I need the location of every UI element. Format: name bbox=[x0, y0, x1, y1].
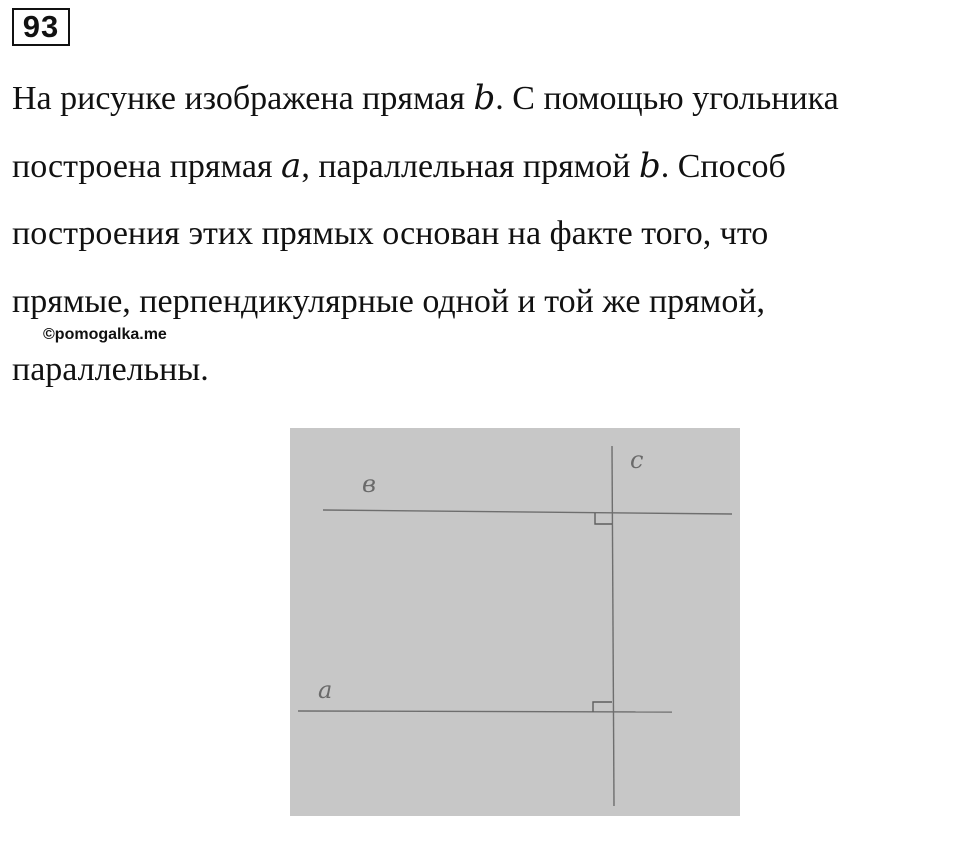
text-line-5: параллельны. bbox=[12, 351, 209, 388]
variable-b: b bbox=[473, 78, 496, 118]
line-a bbox=[298, 711, 672, 712]
text-line-3: построения этих прямых основан на факте того, что bbox=[12, 215, 769, 252]
watermark: ©pomogalka.me bbox=[43, 326, 167, 343]
variable-a: a bbox=[281, 146, 302, 186]
text-line-4: прямые, перпендикулярные одной и той же прямой, bbox=[12, 283, 766, 320]
text-line-2-end: . Способ bbox=[660, 148, 786, 185]
text-line-2-start: построена прямая bbox=[12, 148, 282, 185]
figure-drawing bbox=[290, 428, 740, 816]
text-line-1-end: . С помощью угольника bbox=[495, 80, 839, 117]
text-line-2-middle: , параллельная прямой bbox=[301, 148, 639, 185]
label-b: в bbox=[362, 470, 376, 498]
text-line-1 bbox=[12, 78, 839, 119]
text-line-1-start: На рисунке изображена прямая bbox=[12, 80, 474, 117]
right-angle-mark-bottom bbox=[593, 702, 612, 712]
line-c bbox=[612, 446, 614, 806]
text-line-2 bbox=[12, 146, 786, 187]
label-a: а bbox=[318, 676, 333, 704]
line-b bbox=[323, 510, 732, 514]
variable-b-second: b bbox=[638, 146, 661, 186]
right-angle-mark-top bbox=[595, 513, 612, 524]
problem-number: 93 bbox=[12, 8, 70, 46]
construction-figure bbox=[290, 428, 740, 816]
label-c: с bbox=[630, 446, 644, 474]
